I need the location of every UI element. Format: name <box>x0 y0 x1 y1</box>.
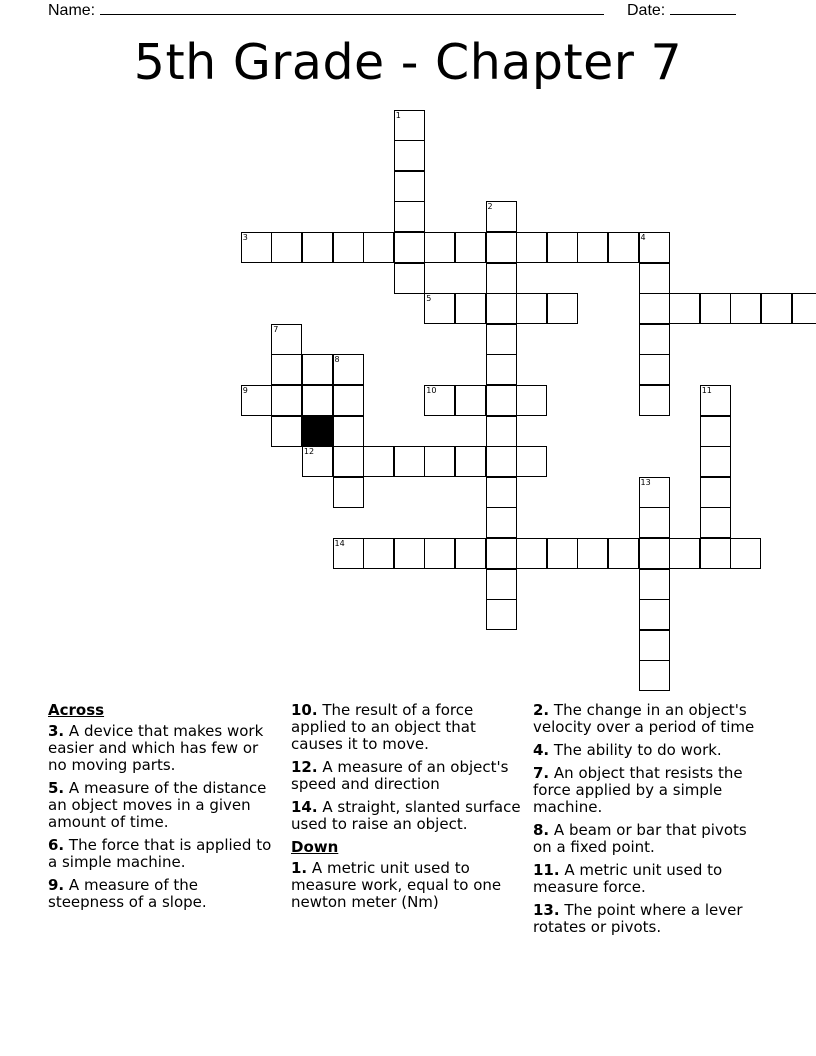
crossword-cell[interactable] <box>516 293 547 324</box>
clue-number: 8. <box>533 821 550 839</box>
page-title: 5th Grade - Chapter 7 <box>133 34 683 91</box>
crossword-cell[interactable] <box>700 477 731 508</box>
clue-text: A metric unit used to measure work, equal to one newton meter (Nm) <box>291 859 502 911</box>
clue-number: 7. <box>533 764 550 782</box>
crossword-cell[interactable] <box>639 507 670 538</box>
crossword-cell[interactable] <box>639 293 670 324</box>
crossword-cell[interactable] <box>669 293 700 324</box>
crossword-cell[interactable] <box>608 538 639 569</box>
crossword-cell[interactable] <box>516 385 547 416</box>
crossword-cell[interactable] <box>486 446 517 477</box>
clue-text: The ability to do work. <box>553 741 722 759</box>
crossword-cell[interactable] <box>394 232 425 263</box>
crossword-cell[interactable] <box>700 416 731 447</box>
crossword-cell[interactable] <box>333 416 364 447</box>
crossword-cell[interactable] <box>486 507 517 538</box>
crossword-cell[interactable] <box>302 232 333 263</box>
clue-text: The change in an object's velocity over a period of time <box>533 701 755 736</box>
crossword-cell[interactable] <box>730 538 761 569</box>
crossword-cell[interactable] <box>394 263 425 294</box>
clue-number: 11 <box>701 386 712 395</box>
clue-number: 3. <box>48 722 65 740</box>
clue-number: 2. <box>533 701 550 719</box>
crossword-cell[interactable] <box>486 569 517 600</box>
crossword-cell[interactable] <box>639 630 670 661</box>
crossword-cell[interactable] <box>486 324 517 355</box>
clue-item <box>48 780 273 831</box>
clue-number: 10. <box>291 701 318 719</box>
crossword-cell[interactable] <box>302 446 333 477</box>
crossword-cell[interactable] <box>271 324 302 355</box>
crossword-cell[interactable] <box>333 385 364 416</box>
clues-column-1 <box>48 702 273 917</box>
clue-item <box>291 759 523 793</box>
crossword-cell[interactable] <box>455 385 486 416</box>
crossword-cell[interactable] <box>394 140 425 171</box>
crossword-cell[interactable] <box>486 538 517 569</box>
clue-item <box>533 742 768 759</box>
crossword-cell[interactable] <box>302 354 333 385</box>
clue-number: 13. <box>533 901 560 919</box>
clue-number: 2 <box>487 202 493 212</box>
clue-number: 3 <box>242 233 248 242</box>
clue-number: 1 <box>395 110 401 120</box>
clue-text: An object that resists the force applied by a simple machine. <box>533 764 743 816</box>
clue-item <box>533 902 768 936</box>
clues-column-2 <box>291 702 523 917</box>
crossword-cell[interactable] <box>639 232 670 263</box>
clue-number: 9 <box>242 386 248 395</box>
clue-number: 14 <box>334 539 345 548</box>
clue-text: A beam or bar that pivots on a fixed point. <box>533 821 747 856</box>
down-heading: Down <box>291 838 339 856</box>
crossword-cell[interactable] <box>516 232 547 263</box>
crossword-cell[interactable] <box>486 354 517 385</box>
date-label: Date: <box>627 2 666 19</box>
crossword-cell[interactable] <box>333 232 364 263</box>
clue-text: A measure of the distance an object moves in a given amount of time. <box>48 779 267 831</box>
crossword-cell[interactable] <box>271 416 302 447</box>
clue-number: 6. <box>48 836 65 854</box>
clue-number: 8 <box>334 355 340 365</box>
crossword-cell[interactable] <box>669 538 700 569</box>
clue-text: A straight, slanted surface used to raise an object. <box>291 798 521 833</box>
clue-text: A metric unit used to measure force. <box>533 861 723 896</box>
clue-number: 4. <box>533 741 550 759</box>
name-label: Name: <box>48 2 96 19</box>
crossword-cell[interactable] <box>639 477 670 508</box>
crossword-cell[interactable] <box>639 263 670 294</box>
crossword-cell[interactable] <box>486 263 517 294</box>
clue-number: 11. <box>533 861 560 879</box>
crossword-cell[interactable] <box>700 293 731 324</box>
crossword-cell[interactable] <box>394 201 425 232</box>
crossword-cell[interactable] <box>700 538 731 569</box>
clue-number: 1. <box>291 859 308 877</box>
crossword-cell[interactable] <box>639 569 670 600</box>
crossword-cell[interactable] <box>792 293 816 324</box>
crossword-cell[interactable] <box>271 232 302 263</box>
clue-item <box>533 822 768 856</box>
clue-item <box>533 862 768 896</box>
crossword-cell[interactable] <box>455 538 486 569</box>
crossword-cell[interactable] <box>486 385 517 416</box>
clue-item <box>291 702 523 753</box>
crossword-cell[interactable] <box>455 446 486 477</box>
crossword-cell[interactable] <box>486 232 517 263</box>
crossword-cell[interactable] <box>333 446 364 477</box>
crossword-cell[interactable] <box>700 507 731 538</box>
crossword-cell[interactable] <box>577 538 608 569</box>
crossword-cell[interactable] <box>486 416 517 447</box>
crossword-cell[interactable] <box>486 201 517 232</box>
crossword-cell[interactable] <box>424 385 455 416</box>
clue-number: 13 <box>640 477 651 487</box>
crossword-cell[interactable] <box>639 354 670 385</box>
crossword-cell[interactable] <box>333 477 364 508</box>
crossword-cell[interactable] <box>700 446 731 477</box>
crossword-cell[interactable] <box>363 232 394 263</box>
crossword-cell[interactable] <box>333 538 364 569</box>
clue-number: 5. <box>48 779 65 797</box>
crossword-cell[interactable] <box>639 538 670 569</box>
crossword-cell[interactable] <box>455 232 486 263</box>
clue-number: 12 <box>303 447 315 457</box>
clue-item <box>533 702 768 736</box>
crossword-cell[interactable] <box>424 446 455 477</box>
crossword-cell[interactable] <box>424 232 455 263</box>
crossword-cell[interactable] <box>577 232 608 263</box>
clue-number: 10 <box>426 386 437 395</box>
crossword-cell[interactable] <box>394 538 425 569</box>
clue-item <box>291 860 523 911</box>
crossword-cell[interactable] <box>547 293 578 324</box>
clue-text: A device that makes work easier and which has few or no moving parts. <box>48 722 264 774</box>
clue-text: A measure of the steepness of a slope. <box>48 876 207 911</box>
crossword-cell[interactable] <box>424 293 455 324</box>
crossword-cell[interactable] <box>486 477 517 508</box>
crossword-cell[interactable] <box>608 232 639 263</box>
clue-item <box>533 765 768 816</box>
crossword-cell[interactable] <box>394 110 425 141</box>
clues-column-3 <box>533 702 768 942</box>
crossword-cell[interactable] <box>547 232 578 263</box>
crossword-cell[interactable] <box>486 293 517 324</box>
clue-text: The result of a force applied to an object that causes it to move. <box>291 701 476 753</box>
crossword-cell[interactable] <box>363 446 394 477</box>
clue-item <box>48 723 273 774</box>
crossword-cell[interactable] <box>516 538 547 569</box>
clue-text: The point where a lever rotates or pivots. <box>533 901 743 936</box>
crossword-cell[interactable] <box>271 385 302 416</box>
clue-number: 4 <box>640 233 646 242</box>
clue-text: The force that is applied to a simple machine. <box>48 836 272 871</box>
black-square <box>302 416 333 447</box>
crossword-cell[interactable] <box>486 599 517 630</box>
clue-item <box>291 799 523 833</box>
crossword-cell[interactable] <box>271 354 302 385</box>
crossword-cell[interactable] <box>363 538 394 569</box>
crossword-cell[interactable] <box>639 599 670 630</box>
crossword-cell[interactable] <box>730 293 761 324</box>
crossword-cell[interactable] <box>241 232 272 263</box>
crossword-cell[interactable] <box>241 385 272 416</box>
clue-number: 14. <box>291 798 318 816</box>
crossword-cell[interactable] <box>455 293 486 324</box>
clue-number: 7 <box>273 324 279 334</box>
crossword-cell[interactable] <box>700 385 731 416</box>
crossword-cell[interactable] <box>424 538 455 569</box>
crossword-cell[interactable] <box>302 385 333 416</box>
clue-item <box>48 837 273 871</box>
crossword-cell[interactable] <box>516 446 547 477</box>
crossword-cell[interactable] <box>394 446 425 477</box>
crossword-cell[interactable] <box>639 324 670 355</box>
crossword-cell[interactable] <box>639 385 670 416</box>
clue-number: 9. <box>48 876 65 894</box>
crossword-cell[interactable] <box>639 660 670 691</box>
crossword-cell[interactable] <box>761 293 792 324</box>
clue-item <box>48 877 273 911</box>
clue-number: 12. <box>291 758 318 776</box>
crossword-cell[interactable] <box>333 354 364 385</box>
crossword-cell[interactable] <box>394 171 425 202</box>
clue-number: 5 <box>426 294 432 304</box>
crossword-cell[interactable] <box>547 538 578 569</box>
clue-text: A measure of an object's speed and direction <box>291 758 509 793</box>
across-heading: Across <box>48 701 105 719</box>
